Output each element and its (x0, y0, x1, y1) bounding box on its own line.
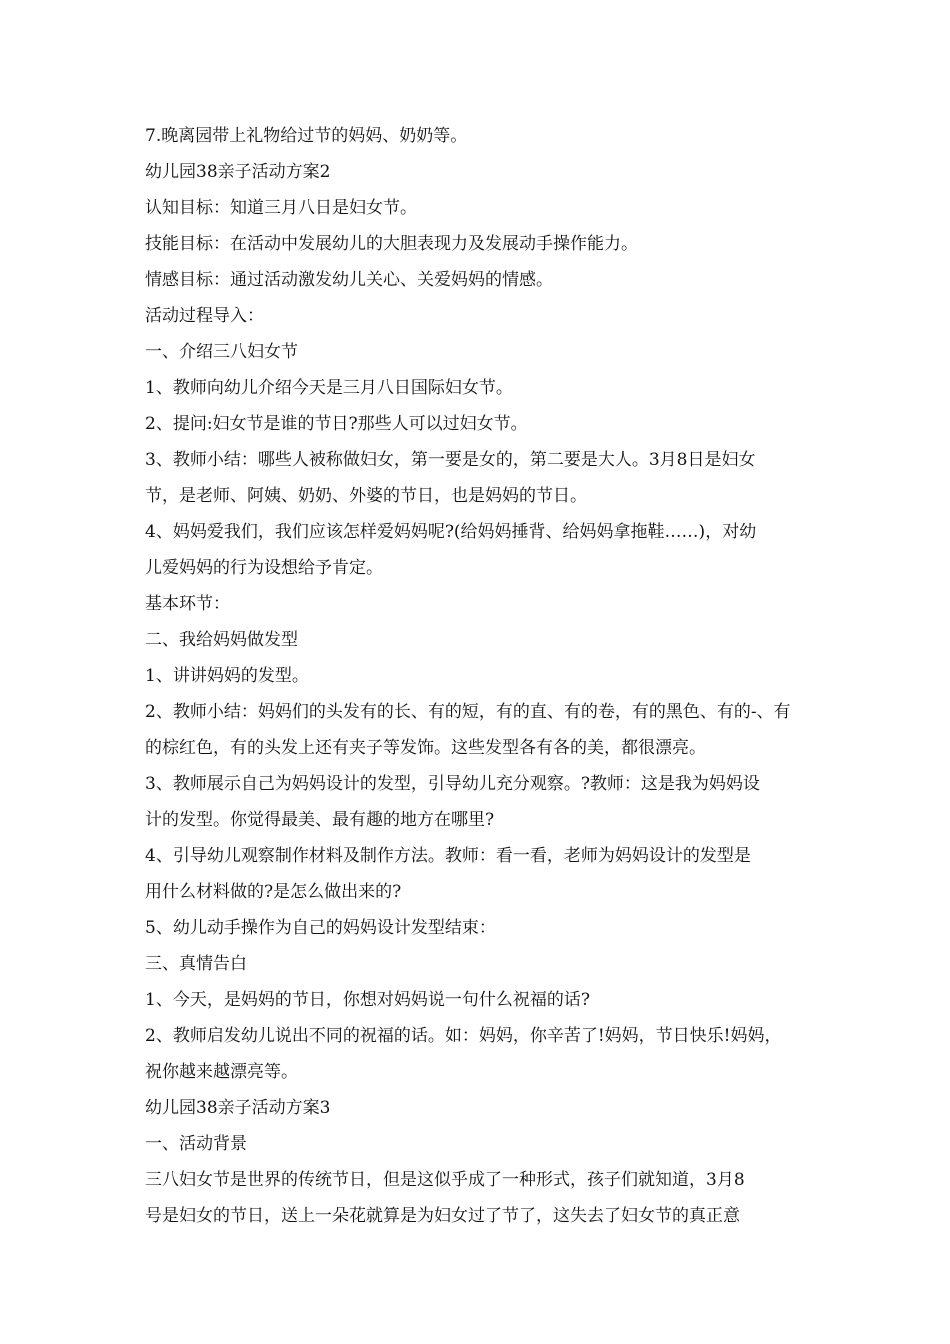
text-line: 活动过程导入： (145, 306, 264, 326)
text-line: 认知目标：知道三月八日是妇女节。 (145, 198, 417, 218)
text-line: 祝你越来越漂亮等。 (145, 1062, 298, 1082)
text-line: 1、今天，是妈妈的节日，你想对妈妈说一句什么祝福的话? (145, 990, 590, 1010)
document-body (145, 118, 815, 1234)
text-line: 基本环节： (145, 594, 230, 614)
text-line: 情感目标：通过活动激发幼儿关心、关爱妈妈的情感。 (145, 270, 553, 290)
text-line: 7.晚离园带上礼物给过节的妈妈、奶奶等。 (145, 126, 468, 146)
text-line: 三八妇女节是世界的传统节日，但是这似乎成了一种形式，孩子们就知道，3月8 (145, 1170, 745, 1190)
text-line: 号是妇女的节日，送上一朵花就算是为妇女过了节了，这失去了妇女节的真正意 (145, 1206, 740, 1226)
text-line: 的棕红色，有的头发上还有夹子等发饰。这些发型各有各的美，都很漂亮。 (145, 738, 706, 758)
text-line: 1、教师向幼儿介绍今天是三月八日国际妇女节。 (145, 378, 513, 398)
text-line: 5、幼儿动手操作为自己的妈妈设计发型结束： (145, 918, 496, 938)
text-line: 2、教师小结：妈妈们的头发有的长、有的短，有的直、有的卷，有的黑色、有的-、有 (145, 702, 791, 722)
text-line: 1、讲讲妈妈的发型。 (145, 666, 309, 686)
text-line: 3、教师小结：哪些人被称做妇女，第一要是女的，第二要是大人。3月8日是妇女 (145, 450, 756, 470)
text-line: 4、妈妈爱我们，我们应该怎样爱妈妈呢?(给妈妈捶背、给妈妈拿拖鞋……)，对幼 (145, 522, 757, 542)
subsection-heading: 一、活动背景 (145, 1134, 247, 1154)
text-line: 儿爱妈妈的行为设想给予肯定。 (145, 558, 383, 578)
text-line: 2、提问:妇女节是谁的节日?那些人可以过妇女节。 (145, 414, 528, 434)
section-title: 幼儿园38亲子活动方案3 (145, 1098, 331, 1118)
subsection-heading: 二、我给妈妈做发型 (145, 630, 298, 650)
text-line: 计的发型。你觉得最美、最有趣的地方在哪里? (145, 810, 495, 830)
text-line: 4、引导幼儿观察制作材料及制作方法。教师：看一看，老师为妈妈设计的发型是 (145, 846, 751, 866)
text-line: 节，是老师、阿姨、奶奶、外婆的节日，也是妈妈的节日。 (145, 486, 587, 506)
text-line: 技能目标：在活动中发展幼儿的大胆表现力及发展动手操作能力。 (145, 234, 638, 254)
subsection-heading: 三、真情告白 (145, 954, 247, 974)
text-line: 3、教师展示自己为妈妈设计的发型，引导幼儿充分观察。?教师：这是我为妈妈设 (145, 774, 760, 794)
subsection-heading: 一、介绍三八妇女节 (145, 342, 298, 362)
text-line: 用什么材料做的?是怎么做出来的? (145, 882, 402, 902)
text-line: 2、教师启发幼儿说出不同的祝福的话。如：妈妈，你辛苦了!妈妈，节日快乐!妈妈， (145, 1026, 782, 1046)
section-title: 幼儿园38亲子活动方案2 (145, 162, 331, 182)
